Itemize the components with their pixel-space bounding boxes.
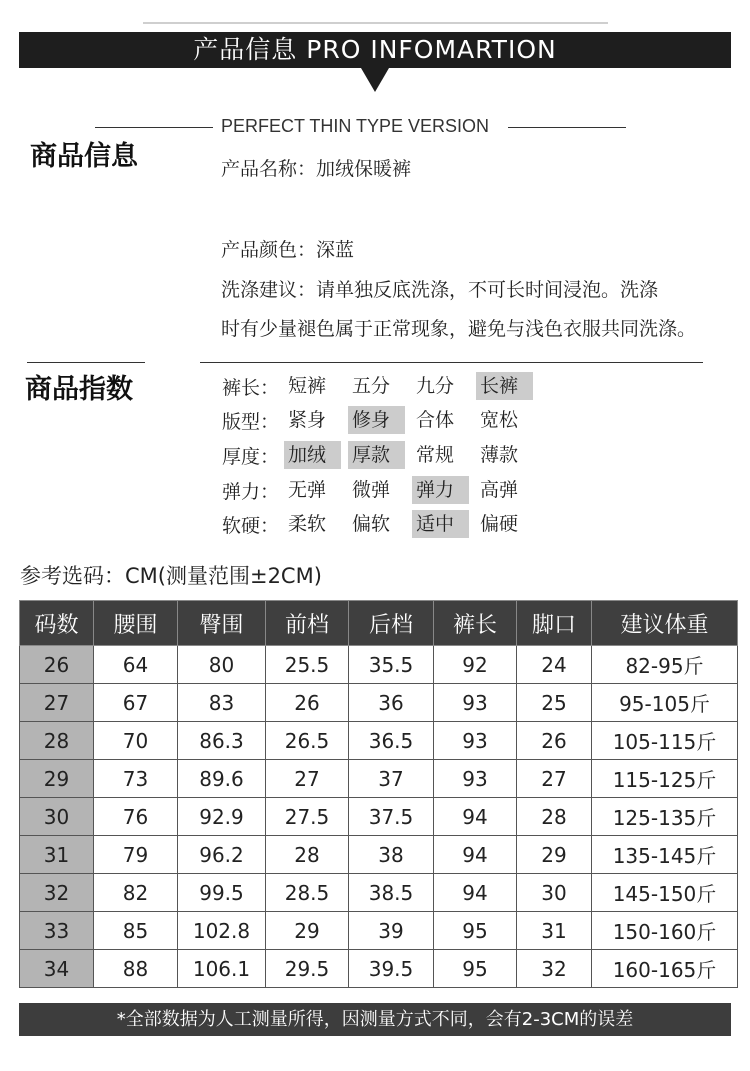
index-option: 九分 [416,375,455,397]
column-header: 前档 [266,601,349,646]
table-cell: 83 [178,684,266,722]
size-code-cell: 29 [20,760,94,798]
table-cell: 27.5 [266,798,349,836]
table-cell: 94 [434,798,517,836]
table-cell: 135-145斤 [592,836,738,874]
column-header: 臀围 [178,601,266,646]
index-option: 五分 [352,375,391,397]
index-row [222,441,540,469]
index-option: 紧身 [288,409,327,431]
table-row [20,646,738,684]
table-cell: 92 [434,646,517,684]
wash-advice-line2: 时有少量褪色属于正常现象，避免与浅色衣服共同洗涤。 [221,318,697,340]
table-cell: 86.3 [178,722,266,760]
product-name: 产品名称：加绒保暖裤 [221,158,412,180]
table-cell: 26.5 [266,722,349,760]
index-option-selected: 加绒 [284,441,341,469]
table-cell: 93 [434,722,517,760]
size-code-cell: 33 [20,912,94,950]
table-cell: 92.9 [178,798,266,836]
index-line-right [200,362,703,363]
size-code-cell: 31 [20,836,94,874]
table-cell: 82 [94,874,178,912]
size-code-cell: 34 [20,950,94,988]
index-row [222,406,540,434]
table-cell: 93 [434,684,517,722]
table-cell: 102.8 [178,912,266,950]
table-cell: 26 [266,684,349,722]
table-cell: 160-165斤 [592,950,738,988]
index-section-title: 商品指数 [25,374,133,405]
index-row-label: 厚度： [222,445,280,468]
table-cell: 31 [517,912,592,950]
index-option: 高弹 [480,479,519,501]
product-color: 产品颜色：深蓝 [221,239,355,261]
banner-notch [361,68,389,92]
table-row [20,912,738,950]
table-cell: 70 [94,722,178,760]
info-line-right [508,127,626,128]
index-row-label: 软硬： [222,514,280,537]
table-cell: 27 [266,760,349,798]
column-header: 建议体重 [592,601,738,646]
table-cell: 82-95斤 [592,646,738,684]
column-header: 后档 [349,601,434,646]
index-option-selected: 弹力 [412,476,469,504]
table-cell: 36 [349,684,434,722]
table-cell: 38 [349,836,434,874]
table-cell: 36.5 [349,722,434,760]
table-cell: 39.5 [349,950,434,988]
table-cell: 95 [434,912,517,950]
info-subtitle: PERFECT THIN TYPE VERSION [221,116,490,136]
table-cell: 95 [434,950,517,988]
top-divider [143,22,608,24]
table-cell: 85 [94,912,178,950]
table-cell: 37.5 [349,798,434,836]
size-code-cell: 27 [20,684,94,722]
index-option: 无弹 [288,479,327,501]
index-row [222,510,540,538]
table-cell: 28 [266,836,349,874]
table-cell: 67 [94,684,178,722]
table-cell: 115-125斤 [592,760,738,798]
table-cell: 96.2 [178,836,266,874]
table-cell: 26 [517,722,592,760]
table-cell: 35.5 [349,646,434,684]
table-row [20,760,738,798]
info-section-title: 商品信息 [30,141,138,172]
index-option-selected: 修身 [348,406,405,434]
table-cell: 73 [94,760,178,798]
wash-advice-line1: 洗涤建议：请单独反底洗涤，不可长时间浸泡。洗涤 [221,279,659,301]
table-row [20,950,738,988]
index-row-label: 版型： [222,410,280,433]
index-option: 微弹 [352,479,391,501]
index-row-label: 裤长： [222,376,280,399]
index-option-selected: 适中 [412,510,469,538]
info-line-left [95,127,213,128]
table-cell: 37 [349,760,434,798]
table-cell: 89.6 [178,760,266,798]
table-row [20,874,738,912]
size-code-cell: 28 [20,722,94,760]
column-header: 码数 [20,601,94,646]
table-cell: 94 [434,874,517,912]
table-row [20,684,738,722]
table-cell: 99.5 [178,874,266,912]
table-cell: 80 [178,646,266,684]
table-cell: 93 [434,760,517,798]
size-code-cell: 26 [20,646,94,684]
table-cell: 88 [94,950,178,988]
index-option: 薄款 [480,444,519,466]
table-cell: 29 [517,836,592,874]
column-header: 裤长 [434,601,517,646]
column-header: 脚口 [517,601,592,646]
table-cell: 32 [517,950,592,988]
index-option: 偏硬 [480,513,519,535]
index-option: 宽松 [480,409,519,431]
table-cell: 25.5 [266,646,349,684]
table-row [20,722,738,760]
table-cell: 105-115斤 [592,722,738,760]
index-row-label: 弹力： [222,480,280,503]
table-cell: 38.5 [349,874,434,912]
table-cell: 29 [266,912,349,950]
index-row [222,372,540,400]
table-cell: 64 [94,646,178,684]
size-table-header [20,601,738,646]
table-cell: 28 [517,798,592,836]
index-option: 合体 [416,409,455,431]
index-option-selected: 长裤 [476,372,533,400]
table-cell: 39 [349,912,434,950]
index-row [222,476,540,504]
size-code-cell: 32 [20,874,94,912]
table-cell: 94 [434,836,517,874]
table-row [20,836,738,874]
table-cell: 150-160斤 [592,912,738,950]
index-option: 柔软 [288,513,327,535]
size-code-cell: 30 [20,798,94,836]
table-cell: 24 [517,646,592,684]
column-header: 腰围 [94,601,178,646]
table-cell: 106.1 [178,950,266,988]
table-cell: 76 [94,798,178,836]
table-cell: 95-105斤 [592,684,738,722]
table-cell: 25 [517,684,592,722]
size-reference: 参考选码：CM(测量范围±2CM) [20,564,322,588]
index-option: 偏软 [352,513,391,535]
index-option: 常规 [416,444,455,466]
table-cell: 125-135斤 [592,798,738,836]
footer-note: *全部数据为人工测量所得，因测量方式不同，会有2-3CM的误差 [19,1003,731,1036]
table-row [20,798,738,836]
table-cell: 145-150斤 [592,874,738,912]
index-option-selected: 厚款 [348,441,405,469]
size-table [19,600,738,988]
table-cell: 30 [517,874,592,912]
banner: 产品信息 PRO INFOMARTION [19,32,731,68]
table-cell: 29.5 [266,950,349,988]
table-cell: 27 [517,760,592,798]
table-cell: 79 [94,836,178,874]
table-cell: 28.5 [266,874,349,912]
index-line-left [27,362,145,363]
index-option: 短裤 [288,375,327,397]
